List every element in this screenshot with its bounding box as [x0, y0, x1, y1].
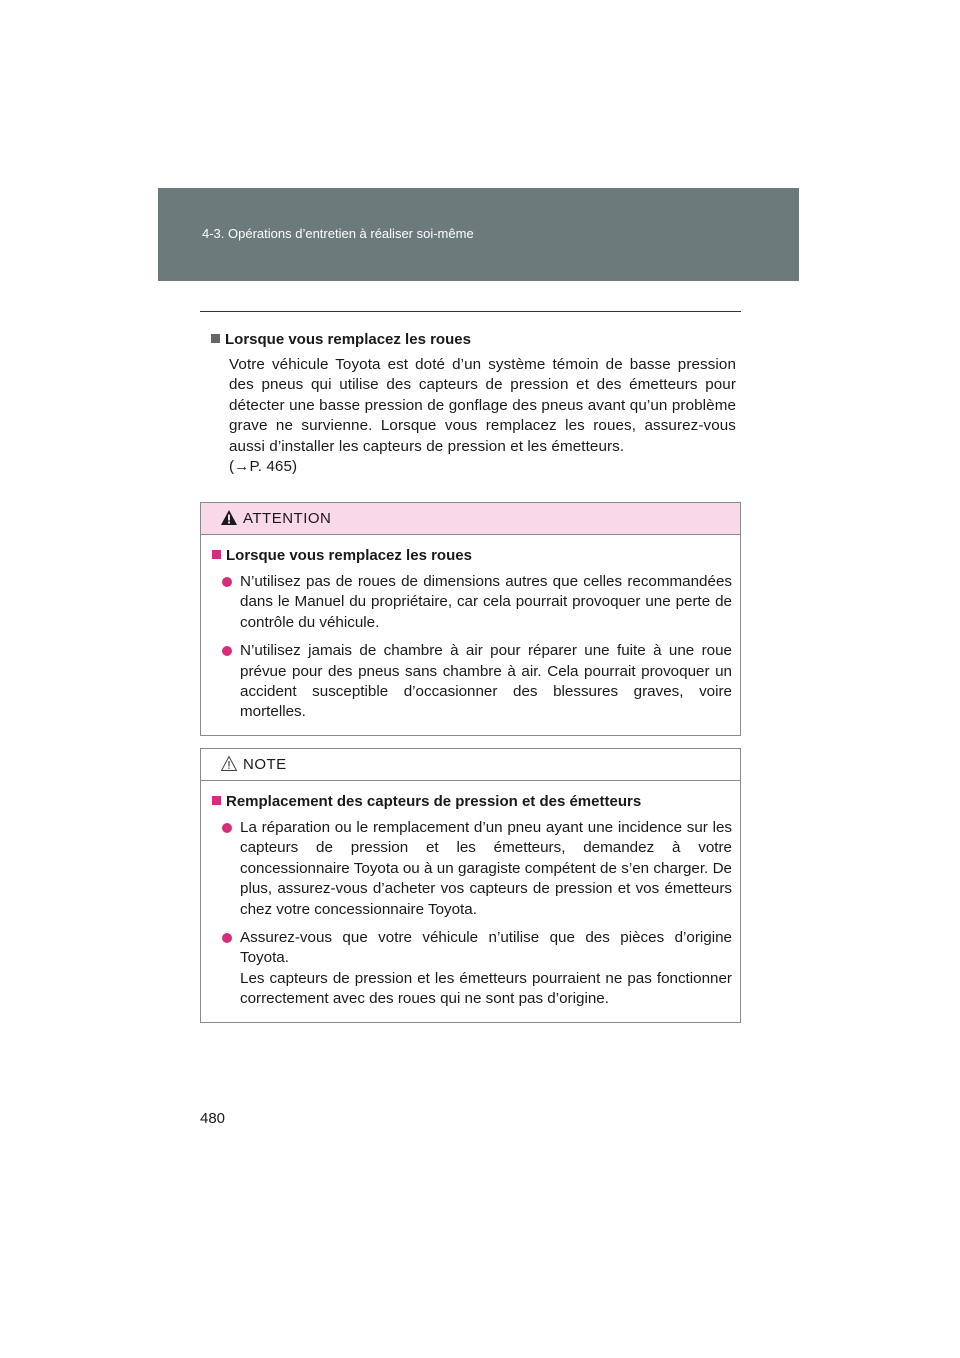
intro-section: [211, 330, 736, 477]
bullet-dot-icon: [222, 933, 232, 943]
attention-heading: [212, 546, 732, 566]
attention-bullet-text: N’utilisez jamais de chambre à air pour réparer une fuite à une roue prévue pour des pneus sans chambre à air. Cela pourrait provoquer un accident susceptible d’occasionner des blessures graves, voire mortelles.: [240, 642, 732, 721]
intro-heading-text: Lorsque vous remplacez les roues: [225, 331, 471, 348]
note-bullet: [220, 818, 732, 920]
attention-bullet-text: N’utilisez pas de roues de dimensions autres que celles recommandées dans le Manuel du propriétaire, car cela pourrait provoquer une perte de contrôle du véhicule.: [240, 573, 732, 631]
square-bullet-icon: [211, 334, 220, 343]
attention-bullet: [220, 572, 732, 633]
bullet-dot-icon: [222, 577, 232, 587]
attention-box: [200, 502, 741, 736]
attention-heading-text: Lorsque vous remplacez les roues: [226, 547, 472, 564]
bullet-dot-icon: [222, 646, 232, 656]
note-header: [201, 749, 740, 781]
intro-heading: [211, 330, 736, 350]
note-body: [201, 781, 740, 1022]
divider: [200, 311, 741, 312]
caution-triangle-icon: [220, 755, 238, 772]
note-heading: [212, 792, 732, 812]
intro-body: Votre véhicule Toyota est doté d’un système témoin de basse pression des pneus qui utilise des capteurs de pression et des émetteurs pour détecter une basse pression de gonflage des pneus avant qu’un problème grave ne survienne. Lorsque vous remplacez les roues, assurez-vous aussi d’installer les capteurs de pression et les émetteurs.: [229, 356, 736, 455]
note-bullet-text: La réparation ou le remplacement d’un pneu ayant une incidence sur les capteurs de pression et les émetteurs, demandez à votre concessionnaire Toyota ou à un garagiste compétent de s’en charger. De plus, assurez-vous d’acheter vos capteurs de pression et vos émetteurs chez votre concessionnaire Toyota.: [240, 819, 732, 918]
page-number: 480: [200, 1110, 226, 1127]
warning-triangle-icon: [220, 509, 238, 526]
note-bullet-text: Les capteurs de pression et les émetteurs pourraient ne pas fonctionner correctement avec des roues qui ne sont pas d’origine.: [240, 969, 732, 1008]
note-heading-text: Remplacement des capteurs de pression et des émetteurs: [226, 793, 642, 810]
note-bullet-text: Assurez-vous que votre véhicule n’utilise que des pièces d’origine Toyota.: [240, 929, 732, 967]
intro-reference[interactable]: (→P. 465): [229, 458, 298, 476]
note-box: [200, 748, 741, 1023]
attention-title: ATTENTION: [243, 510, 332, 527]
note-title: NOTE: [243, 756, 287, 773]
note-bullet: [220, 928, 732, 1010]
square-bullet-icon: [212, 550, 221, 559]
attention-bullet: [220, 641, 732, 723]
breadcrumb: 4-3. Opérations d’entretien à réaliser soi-même: [202, 226, 474, 241]
square-bullet-icon: [212, 796, 221, 805]
attention-header: [201, 503, 740, 535]
bullet-dot-icon: [222, 823, 232, 833]
attention-body: [201, 535, 740, 735]
